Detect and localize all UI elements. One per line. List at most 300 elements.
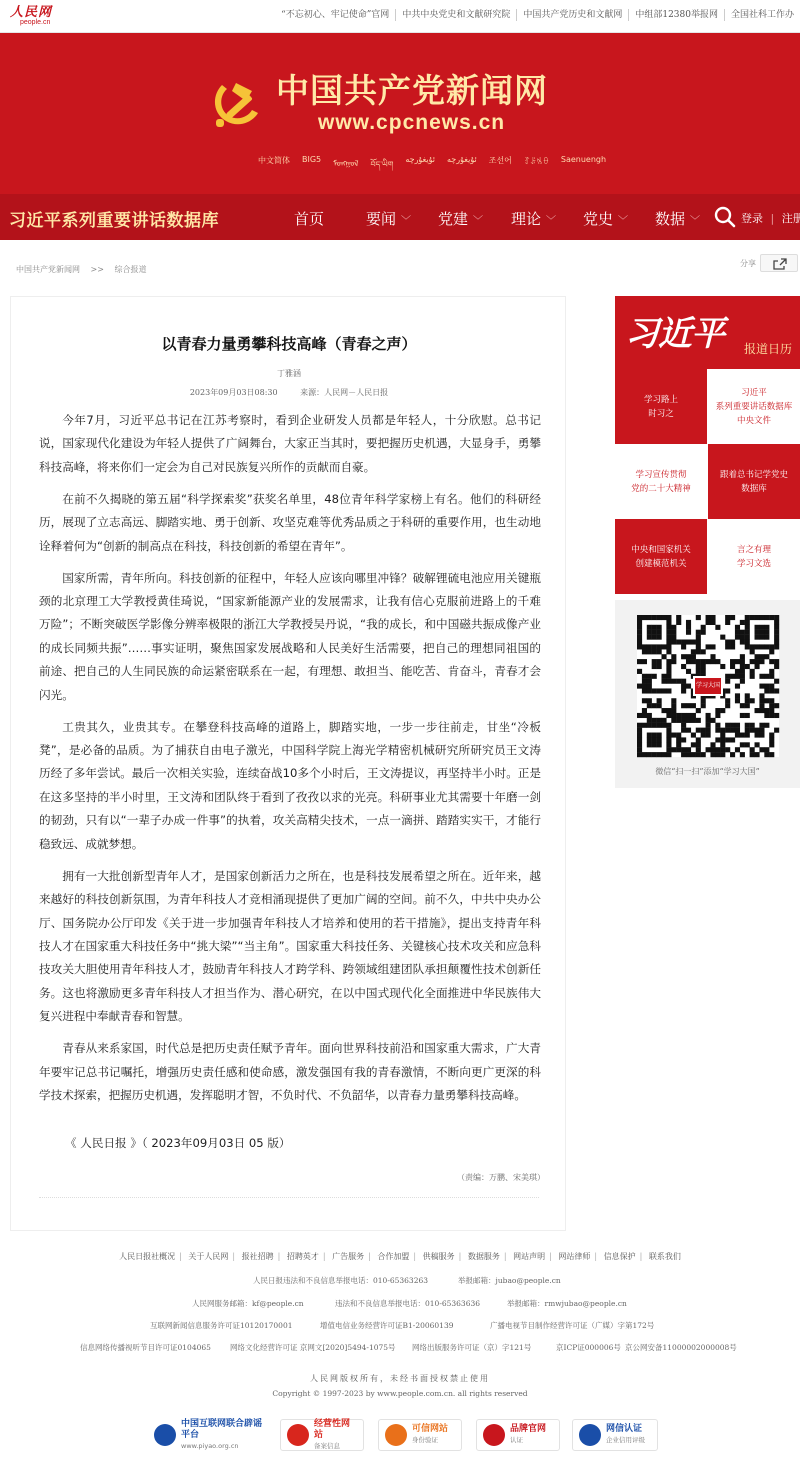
qr-module	[759, 747, 764, 752]
qr-module	[750, 644, 755, 649]
qr-module	[637, 723, 642, 728]
qr-module	[647, 625, 652, 630]
qr-module	[696, 649, 701, 654]
qr-module	[725, 615, 730, 620]
top-link[interactable]: 中共中央党史和文献研究院	[395, 9, 516, 21]
qr-module	[642, 684, 647, 689]
top-link[interactable]: “不忘初心、牢记使命”官网	[281, 10, 390, 20]
qr-module	[715, 625, 720, 630]
qr-module	[647, 684, 652, 689]
top-link[interactable]: 全国社科工作办	[724, 9, 800, 21]
footer-link[interactable]: 人民日报社概况	[119, 1252, 176, 1261]
qr-module	[715, 713, 720, 718]
qr-module	[696, 639, 701, 644]
top-links	[275, 9, 800, 21]
qr-module	[652, 659, 657, 664]
footer-link[interactable]: 供稿服务	[422, 1252, 455, 1261]
qr-module	[676, 737, 681, 742]
qr-module	[774, 728, 779, 733]
qr-module	[745, 644, 750, 649]
qr-module	[661, 688, 666, 693]
qr-module	[671, 625, 676, 630]
qr-module	[686, 659, 691, 664]
qr-module	[652, 733, 657, 738]
article-paragraph: 今年7月，习近平总书记在江苏考察时，看到企业研发人员都是年轻人，十分欣慰。总书记说，国家现代化建设为年轻人提供了广阔舞台，大家正当其时，要把握历史机遇，大显身手，勇攀科技高峰，将来你们一定会为自己对民族复兴所作的贡献而自豪。	[39, 413, 541, 474]
footer-link[interactable]: 网站律师	[558, 1252, 591, 1261]
footer-link[interactable]: 广告服务	[332, 1252, 365, 1261]
brand-official-badge[interactable]: 品牌官网 认证	[476, 1419, 560, 1451]
qr-module	[740, 752, 745, 757]
login-divider: |	[770, 212, 775, 225]
qr-module	[657, 723, 662, 728]
qr-module	[666, 669, 671, 674]
qr-module	[652, 723, 657, 728]
qr-module	[735, 747, 740, 752]
qr-module	[759, 615, 764, 620]
register-link[interactable]: 注册	[781, 212, 804, 225]
qr-module	[730, 639, 735, 644]
qr-module	[740, 659, 745, 664]
qr-module	[720, 737, 725, 742]
qr-module	[774, 615, 779, 620]
qr-module	[701, 649, 706, 654]
qr-module	[647, 615, 652, 620]
article-paragraph: 在前不久揭晓的第五届“科学探索奖”获奖名单里，48位青年科学家榜上有名。他们的科研经历，展现了立志高远、脚踏实地、勇于创新、攻坚克难等优秀品质之于科研的重要作用，也生动地诠释着何为“创新的制高点在科技，科技创新的希望在青年”。	[39, 491, 541, 553]
qr-module	[686, 620, 691, 625]
nav-item-news[interactable]: 要闻 ﹀	[366, 210, 412, 228]
qr-module	[691, 649, 696, 654]
footer-info: 广播电视节目制作经营许可证（广媒）字第172号	[490, 1321, 655, 1330]
qr-module	[750, 615, 755, 620]
qr-module	[725, 737, 730, 742]
share-button[interactable]	[760, 254, 798, 272]
nav-item-home[interactable]: 首页	[294, 210, 325, 228]
qr-module	[642, 674, 647, 679]
qr-module	[661, 654, 666, 659]
footer-info: 网络出版服务许可证（京）字121号	[412, 1343, 532, 1352]
qr-module	[661, 674, 666, 679]
qr-module	[769, 737, 774, 742]
qr-module	[764, 630, 769, 635]
qr-module	[706, 728, 711, 733]
qr-module	[720, 728, 725, 733]
footer-info: 人民网服务邮箱：kf@people.cn	[192, 1299, 304, 1308]
qr-module	[681, 723, 686, 728]
footer-link[interactable]: 关于人民网	[188, 1252, 229, 1261]
qr-module	[652, 674, 657, 679]
qr-module	[666, 630, 671, 635]
qr-module	[647, 703, 652, 708]
qr-module	[725, 728, 730, 733]
qr-module	[735, 635, 740, 640]
qr-module	[735, 723, 740, 728]
qr-module	[764, 615, 769, 620]
qr-module	[720, 747, 725, 752]
login-link[interactable]: 登录	[741, 212, 763, 225]
qr-module	[657, 659, 662, 664]
footer-link[interactable]: 信息保护	[603, 1252, 636, 1261]
qr-module	[657, 625, 662, 630]
qr-module	[686, 713, 691, 718]
qr-module	[706, 718, 711, 723]
copyright-notice: 人民网版权所有，未经书面授权禁止使用	[310, 1374, 490, 1383]
footer-link[interactable]: 招聘英才	[286, 1252, 319, 1261]
qr-module	[676, 639, 681, 644]
shield-icon	[287, 1424, 309, 1446]
qr-module	[735, 693, 740, 698]
qr-module	[730, 737, 735, 742]
qr-module	[735, 733, 740, 738]
qr-module	[691, 713, 696, 718]
qr-module	[642, 644, 647, 649]
trusted-website-badge[interactable]: 可信网站 身份验证	[378, 1419, 462, 1451]
business-website-badge[interactable]: 经营性网站 备案信息	[280, 1419, 364, 1451]
qr-module	[710, 752, 715, 757]
qr-module	[647, 733, 652, 738]
sidebar-link[interactable]: 习近平 系列重要讲话数据库 中央文件	[708, 369, 800, 444]
qr-module	[696, 664, 701, 669]
language-option[interactable]: བོད་ཡིག	[370, 160, 394, 169]
qr-module	[701, 733, 706, 738]
qr-module	[715, 708, 720, 713]
qr-module	[710, 659, 715, 664]
qr-module	[750, 649, 755, 654]
language-option[interactable]: ᠮᠣᠩᠭᠣᠯ	[333, 159, 359, 168]
qr-module	[686, 669, 691, 674]
qr-module	[701, 752, 706, 757]
qr-module	[666, 649, 671, 654]
qr-module	[725, 674, 730, 679]
chevron-down-icon: ﹀	[618, 216, 629, 227]
qr-module	[745, 615, 750, 620]
qr-module	[715, 737, 720, 742]
qr-module	[745, 723, 750, 728]
qr-module	[681, 737, 686, 742]
qr-module	[725, 703, 730, 708]
qr-module	[681, 684, 686, 689]
language-option[interactable]: ئۇيغۇرچە	[447, 155, 477, 164]
qr-module	[647, 674, 652, 679]
qr-module	[740, 630, 745, 635]
qr-module	[652, 625, 657, 630]
qr-module	[745, 742, 750, 747]
qr-module	[647, 679, 652, 684]
qr-code-panel	[615, 600, 800, 788]
qr-module	[676, 733, 681, 738]
qr-module	[769, 644, 774, 649]
qr-module	[676, 713, 681, 718]
qr-module	[755, 644, 760, 649]
qr-module	[706, 615, 711, 620]
qr-module	[661, 615, 666, 620]
qr-module	[696, 737, 701, 742]
qr-module	[691, 718, 696, 723]
qr-module	[666, 639, 671, 644]
qr-module	[671, 654, 676, 659]
qr-module	[696, 635, 701, 640]
qr-module	[671, 747, 676, 752]
qr-module	[657, 718, 662, 723]
sidebar-link[interactable]: 学习宣传贯彻 党的二十大精神	[615, 444, 707, 519]
sidebar-link-grid	[615, 369, 800, 594]
share-icon	[773, 258, 787, 270]
sidebar-link[interactable]: 言之有理 学习文选	[708, 519, 800, 594]
cyber-cert-badge[interactable]: 网信认证 企业信用评级	[572, 1419, 658, 1451]
search-icon[interactable]	[714, 206, 736, 228]
breadcrumb-section[interactable]: 综合报道	[114, 265, 147, 274]
qr-module	[642, 679, 647, 684]
qr-module	[706, 659, 711, 664]
qr-module	[730, 728, 735, 733]
site-header	[0, 33, 800, 194]
qr-module	[676, 620, 681, 625]
qr-module	[696, 718, 701, 723]
qr-module	[666, 747, 671, 752]
nav-brand-link[interactable]: 习近平系列重要讲话数据库	[9, 211, 219, 231]
rumor-platform-badge[interactable]: 中国互联网联合辟谣平台 www.piyao.org.cn	[148, 1419, 272, 1451]
sidebar-link[interactable]: 跟着总书记学党史 数据库	[708, 444, 800, 519]
qr-module	[696, 669, 701, 674]
qr-module	[696, 747, 701, 752]
qr-module	[637, 742, 642, 747]
qr-module	[652, 737, 657, 742]
report-calendar-banner[interactable]: 习近平 报道日历	[615, 296, 800, 369]
qr-module	[637, 737, 642, 742]
qr-module	[642, 723, 647, 728]
divider	[39, 1197, 539, 1198]
sidebar-link[interactable]: 中央和国家机关 创建模范机关	[615, 519, 707, 594]
qr-module	[642, 698, 647, 703]
qr-module	[647, 737, 652, 742]
article-editor: （责编：万鹏、宋美琪）	[457, 1173, 545, 1182]
qr-module	[725, 639, 730, 644]
qr-module	[750, 723, 755, 728]
language-option[interactable]: 조선어	[488, 156, 512, 165]
qr-module	[769, 615, 774, 620]
qr-module	[661, 723, 666, 728]
qr-module	[681, 728, 686, 733]
article-paragraph: 拥有一大批创新型青年人才，是国家创新活力之所在，也是科技发展希望之所在。近年来，越来越好的科技创新氛围，为青年科技人才竞相涌现提供了更加广阔的空间。前不久，中共中央办公厅、国务院办公厅印发《关于进一步加强青年科技人才培养和使用的若干措施》，提出支持青年科技人才在国家重大科技任务中“挑大梁”“当主角”。国家重大科技任务、关键核心技术攻关和应急科技攻关大胆使用青年科技人才，鼓励青年科技人才跨学科、跨领域组建团队承担颠覆性技术创新任务。这也将激励更多青年科技人才担当作为、潜心研究，在以中国式现代化全面推进中华民族伟大复兴进程中奉献青春和智慧。	[39, 868, 541, 1024]
qr-module	[666, 742, 671, 747]
article-title: 以青春力量勇攀科技高峰（青春之声）	[161, 335, 417, 353]
qr-module	[774, 635, 779, 640]
top-link[interactable]: 中国共产党历史和文献网	[516, 9, 628, 21]
qr-module	[637, 684, 642, 689]
qr-module	[701, 664, 706, 669]
cert-icon	[579, 1424, 601, 1446]
qr-module	[701, 625, 706, 630]
qr-module	[759, 698, 764, 703]
qr-module	[710, 644, 715, 649]
footer-info: 互联网新闻信息服务许可证10120170001	[150, 1321, 293, 1330]
breadcrumb	[16, 264, 147, 275]
qr-module	[642, 688, 647, 693]
qr-module	[647, 718, 652, 723]
main-nav	[0, 194, 804, 240]
qr-module	[769, 684, 774, 689]
qr-module	[686, 728, 691, 733]
qr-module	[745, 630, 750, 635]
qr-module	[642, 659, 647, 664]
breadcrumb-home[interactable]: 中国共产党新闻网	[16, 265, 80, 274]
qr-module	[686, 639, 691, 644]
qr-module	[681, 718, 686, 723]
qr-module	[666, 644, 671, 649]
qr-module	[637, 635, 642, 640]
qr-module	[671, 713, 676, 718]
qr-module	[750, 747, 755, 752]
qr-module	[637, 747, 642, 752]
qr-module	[730, 644, 735, 649]
language-option[interactable]: 中文简体	[258, 156, 290, 165]
qr-module	[666, 752, 671, 757]
qr-module	[759, 654, 764, 659]
qr-module	[755, 733, 760, 738]
footer-info: 信息网络传播视听节目许可证0104065	[80, 1343, 211, 1352]
footer-info: 人民日报违法和不良信息举报电话：010-65363263	[253, 1276, 429, 1285]
qr-module	[735, 669, 740, 674]
qr-module	[701, 728, 706, 733]
article-card	[10, 296, 566, 1231]
qr-module	[710, 620, 715, 625]
qr-module	[710, 742, 715, 747]
qr-module	[666, 664, 671, 669]
qr-module	[710, 718, 715, 723]
qr-module	[676, 742, 681, 747]
nav-item-party-history[interactable]: 党史 ﹀	[583, 210, 629, 228]
footer-info: 网络文化经营许可证 京网文[2020]5494-1075号	[230, 1343, 396, 1352]
qr-module	[764, 688, 769, 693]
qr-module	[686, 747, 691, 752]
qr-module	[691, 639, 696, 644]
qr-module	[710, 747, 715, 752]
nav-item-data[interactable]: 数据 ﹀	[655, 210, 701, 228]
qr-module	[661, 752, 666, 757]
qr-module	[720, 635, 725, 640]
qr-module	[661, 644, 666, 649]
language-option[interactable]: ꆈꌠꁱꂷ	[523, 157, 549, 166]
qr-module	[652, 664, 657, 669]
qr-module	[701, 698, 706, 703]
qr-module	[769, 708, 774, 713]
qr-module	[764, 635, 769, 640]
qr-module	[769, 649, 774, 654]
qr-module	[774, 644, 779, 649]
qr-module	[696, 630, 701, 635]
qr-module	[759, 644, 764, 649]
qr-module	[740, 654, 745, 659]
qr-module	[637, 713, 642, 718]
qr-module	[666, 620, 671, 625]
qr-module	[740, 639, 745, 644]
qr-module	[671, 630, 676, 635]
nav-item-theory[interactable]: 理论 ﹀	[511, 210, 557, 228]
qr-module	[730, 752, 735, 757]
qr-module	[769, 733, 774, 738]
qr-module	[735, 684, 740, 689]
qr-module	[759, 728, 764, 733]
qr-module	[725, 620, 730, 625]
qr-module	[661, 718, 666, 723]
qr-module	[745, 698, 750, 703]
qr-module	[666, 615, 671, 620]
qr-module	[671, 703, 676, 708]
qr-module	[686, 654, 691, 659]
qr-module	[715, 747, 720, 752]
qr-module	[750, 659, 755, 664]
language-option[interactable]: ئۇيغۇرچە	[405, 155, 436, 164]
top-link[interactable]: 中组部12380举报网	[628, 9, 724, 21]
qr-module	[730, 615, 735, 620]
qr-module	[657, 733, 662, 738]
qr-module	[769, 674, 774, 679]
qr-module	[657, 737, 662, 742]
people-cn-logo[interactable]: 人民网 people.cn	[10, 5, 53, 26]
qr-module	[657, 742, 662, 747]
qr-module	[759, 635, 764, 640]
qr-module	[681, 713, 686, 718]
qr-module	[691, 752, 696, 757]
qr-module	[676, 718, 681, 723]
qr-module	[774, 620, 779, 625]
qr-module	[666, 688, 671, 693]
qr-module	[671, 708, 676, 713]
qr-module	[750, 728, 755, 733]
qr-module	[769, 669, 774, 674]
certification-badges	[148, 1419, 658, 1453]
qr-module	[774, 639, 779, 644]
language-option[interactable]: Saenuengh	[560, 155, 607, 164]
qr-module	[681, 679, 686, 684]
qr-module	[637, 625, 642, 630]
qr-module	[740, 664, 745, 669]
language-switcher	[252, 155, 612, 178]
footer-link[interactable]: 网站声明	[513, 1252, 546, 1261]
qr-module	[691, 703, 696, 708]
footer-link[interactable]: 报社招聘	[241, 1252, 274, 1261]
qr-module	[755, 742, 760, 747]
qr-module	[755, 752, 760, 757]
site-title: 中国共产党新闻网	[276, 71, 548, 110]
footer-link[interactable]: 合作加盟	[377, 1252, 410, 1261]
nav-item-party-building[interactable]: 党建 ﹀	[438, 210, 484, 228]
qr-module	[696, 708, 701, 713]
footer-link[interactable]: 数据服务	[467, 1252, 500, 1261]
footer-info: 违法和不良信息举报电话：010-65363636	[335, 1299, 481, 1308]
breadcrumb-separator: >>	[90, 265, 104, 274]
qr-module	[769, 703, 774, 708]
sidebar-link[interactable]: 学习路上 时习之	[615, 369, 707, 444]
qr-module	[740, 713, 745, 718]
qr-module	[696, 742, 701, 747]
qr-module	[764, 698, 769, 703]
qr-module	[637, 630, 642, 635]
qr-module	[720, 708, 725, 713]
qr-module	[696, 615, 701, 620]
qr-module	[706, 723, 711, 728]
qr-module	[735, 674, 740, 679]
qr-module	[745, 703, 750, 708]
qr-module	[696, 752, 701, 757]
qr-module	[769, 688, 774, 693]
footer-link[interactable]: 联系我们	[648, 1252, 681, 1261]
qr-module	[740, 703, 745, 708]
qr-module	[657, 688, 662, 693]
language-option[interactable]: BIG5	[302, 155, 322, 164]
footer-info: 举报邮箱：jubao@people.cn	[458, 1276, 561, 1285]
qr-module	[666, 733, 671, 738]
qr-module	[686, 630, 691, 635]
